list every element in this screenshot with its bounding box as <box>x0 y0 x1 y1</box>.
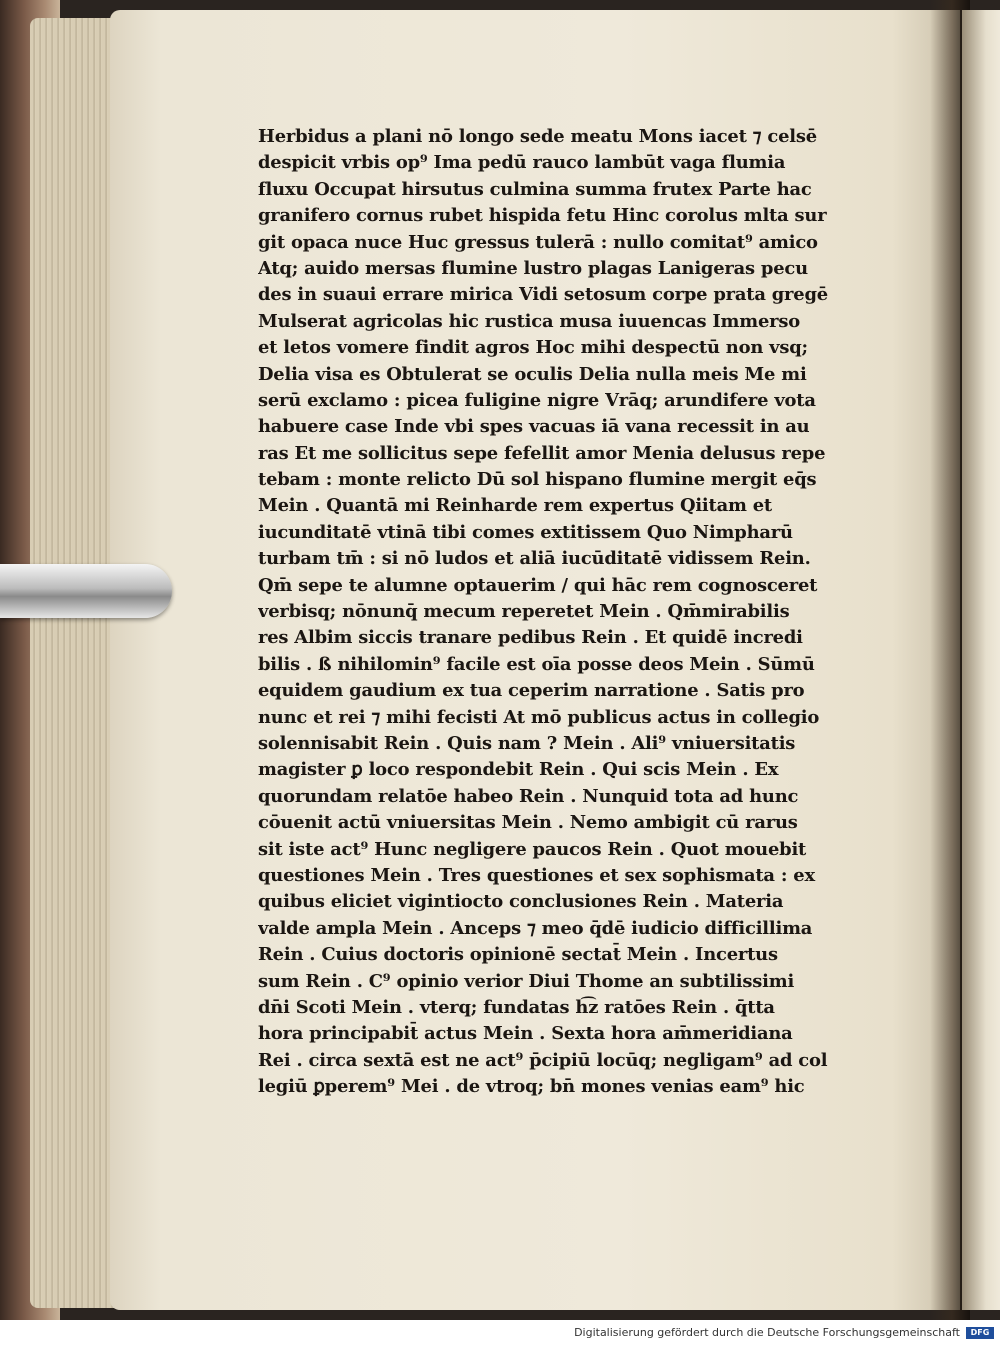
text-line: hora principabit̄ actus Mein . Sexta hora am̄meridiana <box>258 1023 793 1045</box>
text-line: des in suaui errare mirica Vidi setosum corpe prata gregē <box>258 284 828 306</box>
text-line: quibus eliciet vigintiocto conclusiones Rein . Materia <box>258 891 784 913</box>
text-line: legiū ꝑperem⁹ Mei . de vtroq; bn̄ mones venias eam⁹ hic <box>258 1076 805 1098</box>
text-line: sum Rein . C⁹ opinio verior Diui Thome an subtilissimi <box>258 970 795 992</box>
page-weight-pin <box>0 564 172 618</box>
text-line: nunc et rei ⁊ mihi fecisti At mō publicus actus in collegio <box>258 706 820 728</box>
text-line: bilis . ß nihilomin⁹ facile est oīa posse deos Mein . Sūmū <box>258 653 815 675</box>
text-line: cōuenit actū vniuersitas Mein . Nemo ambigit cū rarus <box>258 812 798 834</box>
text-line: despicit vrbis op⁹ Ima pedū rauco lambūt vaga flumia <box>258 152 786 174</box>
text-line: equidem gaudium ex tua ceperim narratione . Satis pro <box>258 680 805 702</box>
text-line: Atq; auido mersas flumine lustro plagas Lanigeras pecu <box>258 257 808 279</box>
text-line: magister ꝑ loco respondebit Rein . Qui scis Mein . Ex <box>258 759 779 781</box>
text-line: dn̄i Scoti Mein . vterq; fundatas h͡z ratōes Rein . q̄tta <box>258 996 775 1018</box>
text-line: Rei . circa sextā est ne act⁹ p̄cipiū locūq; negligam⁹ ad col <box>258 1049 828 1071</box>
text-line: habuere case Inde vbi spes vacuas iā vana recessit in au <box>258 416 810 438</box>
text-line: questiones Mein . Tres questiones et sex sophismata : ex <box>258 864 815 886</box>
text-line: git opaca nuce Huc gressus tulerā : nullo comitat⁹ amico <box>258 231 818 253</box>
text-line: granifero cornus rubet hispida fetu Hinc corolus mlta sur <box>258 205 827 227</box>
text-line: solennisabit Rein . Quis nam ? Mein . Ali⁹ vniuersitatis <box>258 732 796 754</box>
text-line: Mein . Quantā mi Reinharde rem expertus Qiitam et <box>258 495 772 517</box>
dfg-logo-icon: DFG <box>966 1327 994 1339</box>
text-line: Delia visa es Obtulerat se oculis Delia nulla meis Me mi <box>258 363 807 385</box>
text-line: et letos vomere findit agros Hoc mihi despectū non vsq; <box>258 337 808 359</box>
text-line: tebam : monte relicto Dū sol hispano flumine mergit eq̄s <box>258 469 817 491</box>
blackletter-text-block <box>258 124 888 1184</box>
text-line: res Albim siccis tranare pedibus Rein . Et quidē incredi <box>258 627 803 649</box>
text-line: verbisq; nōnunq̄ mecum reperetet Mein . Qm̄mirabilis <box>258 601 790 623</box>
text-line: valde ampla Mein . Anceps ⁊ meo q̄dē iudicio difficillima <box>258 917 813 939</box>
text-line: serū exclamo : picea fuligine nigre Vrāq; arundifere vota <box>258 389 816 411</box>
text-line: Mulserat agricolas hic rustica musa iuuencas Immerso <box>258 310 801 332</box>
text-line: ras Et me sollicitus sepe fefellit amor Menia delusus repe <box>258 442 826 464</box>
text-line: quorundam relatōe habeo Rein . Nunquid tota ad hunc <box>258 785 799 807</box>
text-line: Qm̄ sepe te alumne optauerim / qui hāc rem cognosceret <box>258 574 818 596</box>
text-line: turbam tm̄ : si nō ludos et aliā iucūditatē vidissem Rein. <box>258 548 811 570</box>
text-line: sit iste act⁹ Hunc negligere paucos Rein . Quot mouebit <box>258 838 807 860</box>
funding-credit: Digitalisierung gefördert durch die Deutsche Forschungsgemeinschaft <box>574 1326 960 1339</box>
text-line: fluxu Occupat hirsutus culmina summa frutex Parte hac <box>258 178 812 200</box>
text-line: iucunditatē vtinā tibi comes extitissem Quo Nimpharū <box>258 521 793 543</box>
right-page-edge <box>962 10 1000 1310</box>
text-line: Herbidus a plani nō longo sede meatu Mons iacet ⁊ celsē <box>258 126 817 147</box>
text-line: Rein . Cuius doctoris opinionē sectat̄ Mein . Incertus <box>258 944 778 966</box>
footer-bar <box>0 1320 1000 1345</box>
